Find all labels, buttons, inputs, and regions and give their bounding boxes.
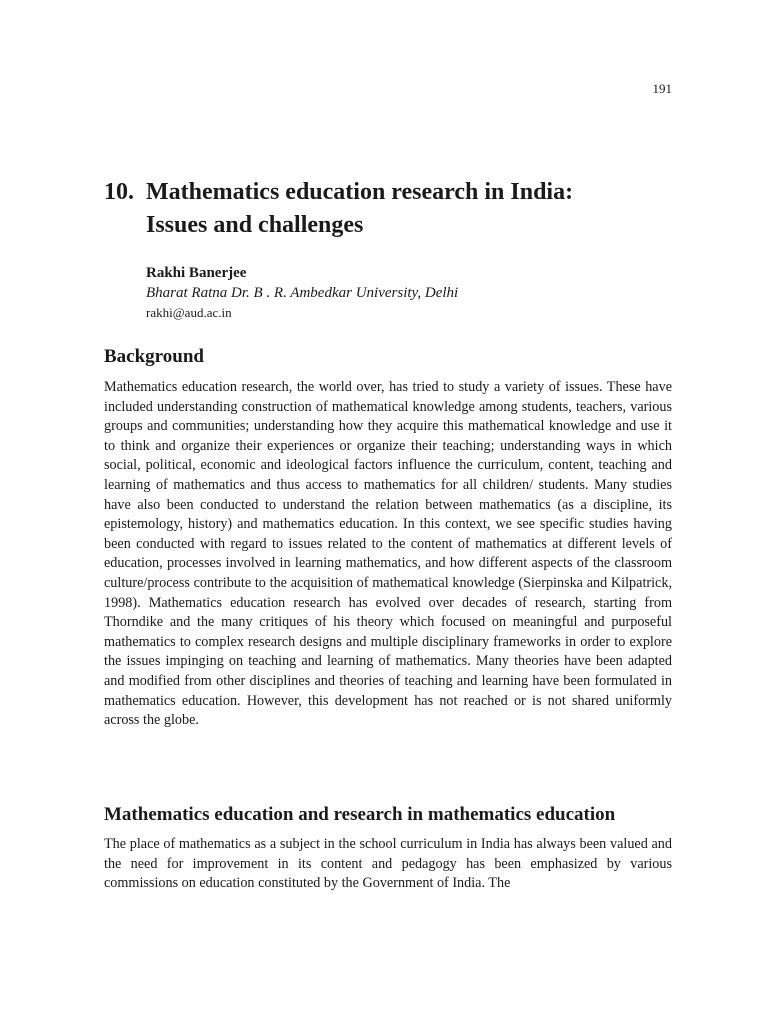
chapter-title-line2: Issues and challenges xyxy=(146,212,364,238)
author-block xyxy=(146,264,646,322)
author-name: Rakhi Banerjee xyxy=(146,265,247,281)
author-email: rakhi@aud.ac.in xyxy=(146,305,232,320)
section-paragraph-background: Mathematics education research, the world over, has tried to study a variety of issues. These have included understanding construction of mathematical knowledge among students, teachers, various groups and communities; understanding how they acquire this mathematical knowledge and use it to think and organize their experiences or organize their teaching; understanding ways in which social, political, economic and ideological factors influence the curriculum, content, teaching and learning of mathematics and thus access to mathematics for all children/ students. Many studies have also been conducted to understand the relation between mathematics (as a discipline, its epistemology, history) and mathematics education. In this context, we see specific studies having been conducted with regard to issues related to the content of mathematics at different levels of education, processes involved in learning mathematics, and how different aspects of the classroom culture/process contribute to the acquisition of mathematical knowledge (Sierpinska and Kilpatrick, 1998). Mathematics education research has evolved over decades of research, starting from Thorndike and the many critiques of his theory which focused on meaningful and purposeful mathematics to complex research designs and multiple disciplinary frameworks in order to explore the issues impinging on teaching and learning of mathematics. Many theories have been adapted and modified from other disciplines and theories of teaching and learning have been formulated in mathematics education. However, this development has not reached or is not shared uniformly across the globe. xyxy=(104,379,672,729)
chapter-title xyxy=(104,176,664,242)
section-heading-math-education-research: Mathematics education and research in mathematics education xyxy=(104,804,616,825)
section-paragraph-math-education-research: The place of mathematics as a subject in the school curriculum in India has always been valued and the need for improvement in its content and pedagogy has been emphasized by various commissions on education constituted by the Government of India. The xyxy=(104,836,672,892)
author-affiliation: Bharat Ratna Dr. B . R. Ambedkar University, Delhi xyxy=(146,285,459,301)
section-heading-background: Background xyxy=(104,346,204,367)
chapter-title-line1: Mathematics education research in India: xyxy=(146,179,574,205)
chapter-number: 10. xyxy=(104,179,134,205)
page-number: 191 xyxy=(652,81,672,96)
